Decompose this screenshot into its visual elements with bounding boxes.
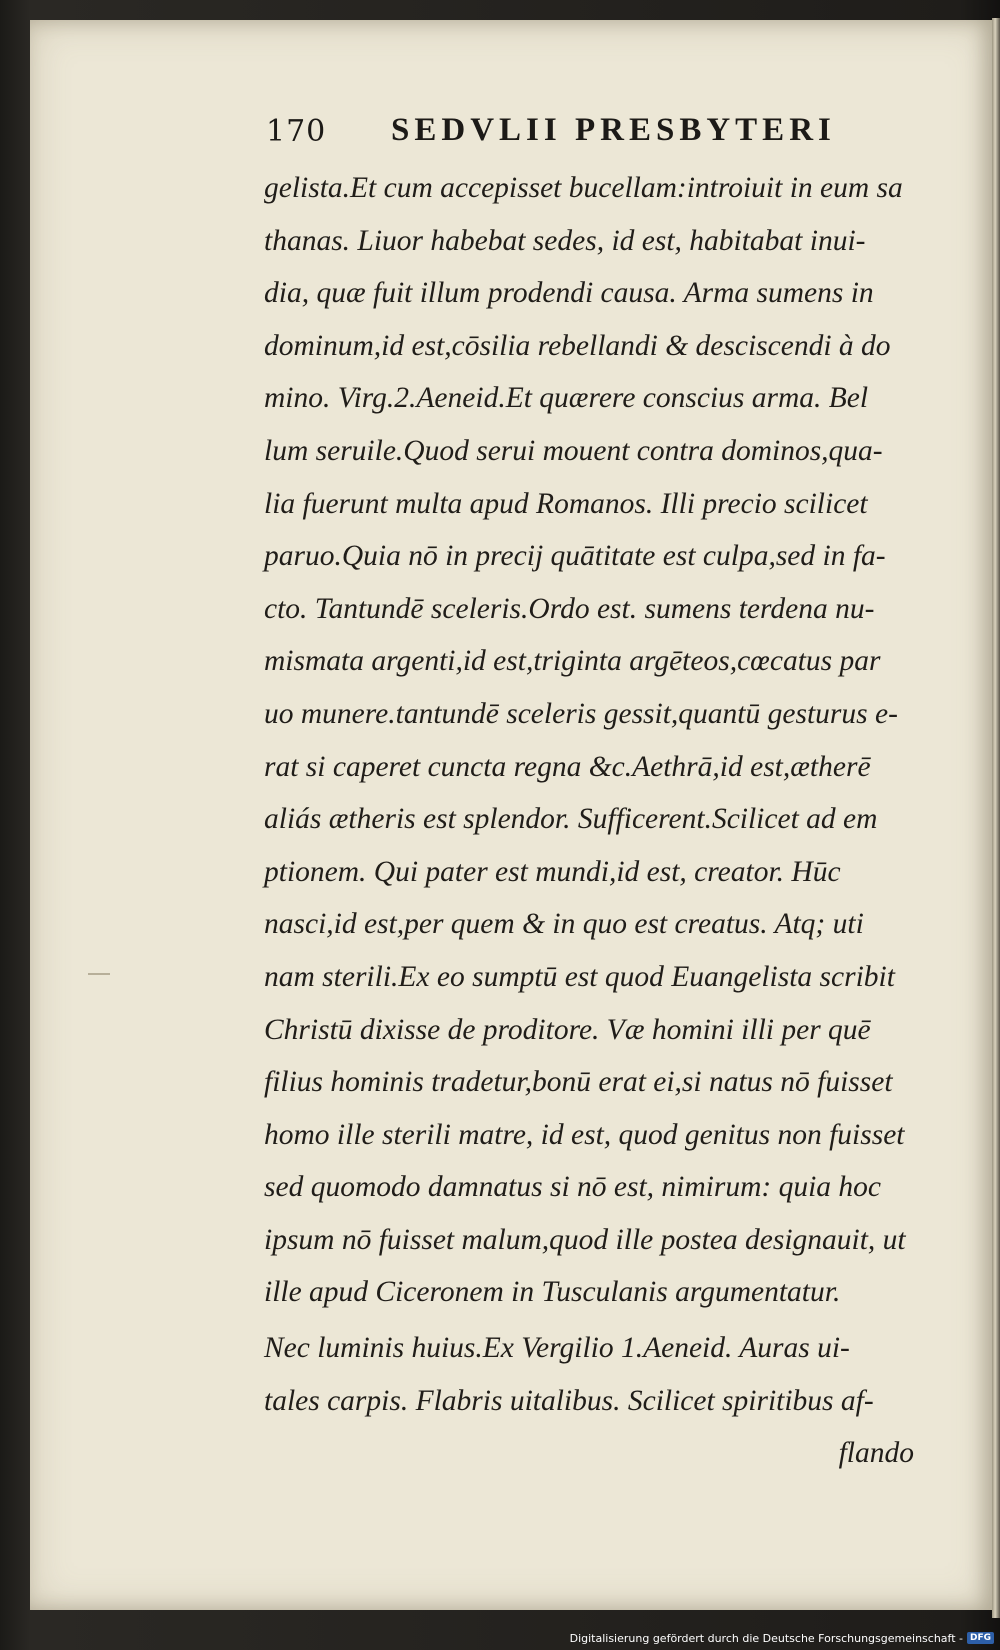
text-line: gelista.Et cum accepisset bucellam:introiuit in eum sa (264, 172, 903, 204)
paragraph-1 (264, 162, 914, 1319)
page-number: 170 (266, 114, 327, 149)
text-line: ptionem. Qui pater est mundi,id est, creator. Hūc (264, 855, 841, 888)
text-line: nam sterili.Ex eo sumptū est quod Euangelista scribit (264, 960, 895, 993)
text-line: uo munere.tantundē sceleris gessit,quantū gesturus e- (264, 697, 898, 730)
text-line: ille apud Ciceronem in Tusculanis argumentatur. (264, 1276, 841, 1309)
text-line: homo ille sterili matre, id est, quod genitus non fuisset (264, 1118, 905, 1151)
text-line: Nec luminis huius.Ex Vergilio 1.Aeneid. Auras ui- (264, 1332, 850, 1365)
text-line: aliás ætheris est splendor. Sufficerent.Scilicet ad em (264, 803, 878, 836)
page-edge (992, 18, 1000, 1618)
text-line: dia, quæ fuit illum prodendi causa. Arma sumens in (264, 277, 874, 310)
funding-credit-text: Digitalisierung gefördert durch die Deutsche Forschungsgemeinschaft - (569, 1631, 963, 1645)
page-header (266, 108, 886, 152)
text-line: nasci,id est,per quem & in quo est creatus. Atq; uti (264, 908, 864, 941)
text-line: tales carpis. Flabris uitalibus. Scilicet spiritibus af- (264, 1384, 874, 1417)
text-line: lum seruile.Quod serui mouent contra dominos,qua- (264, 434, 883, 467)
text-line: rat si caperet cuncta regna &c.Aethrā,id est,ætherē (264, 750, 871, 783)
text-line: lia fuerunt multa apud Romanos. Illi precio scilicet (264, 487, 868, 520)
text-line: ipsum nō fuisset malum,quod ille postea designauit, ut (264, 1223, 906, 1256)
text-line: Christū dixisse de proditore. Væ homini illi per quē (264, 1013, 871, 1046)
text-line: mismata argenti,id est,triginta argēteos,cœcatus par (264, 645, 881, 678)
paragraph-2 (264, 1322, 914, 1427)
text-line: filius hominis tradetur,bonū erat ei,si natus nō fuisset (264, 1066, 893, 1099)
margin-mark (88, 973, 110, 975)
footer-credit (570, 1630, 994, 1646)
text-line: cto. Tantundē sceleris.Ordo est. sumens terdena nu- (264, 592, 875, 625)
text-line: thanas. Liuor habebat sedes, id est, habitabat inui- (264, 224, 866, 257)
text-line: mino. Virg.2.Aeneid.Et quærere conscius arma. Bel (264, 382, 869, 415)
body-text (264, 162, 914, 1480)
catchword: flando (838, 1437, 914, 1470)
text-line: paruo.Quia nō in precij quātitate est culpa,sed in fa- (264, 540, 886, 573)
dfg-logo: DFG (967, 1632, 994, 1644)
text-line: sed quomodo damnatus si nō est, nimirum: quia hoc (264, 1171, 882, 1204)
running-title: SEDVLII PRESBYTERI (391, 112, 836, 148)
text-line: dominum,id est,cōsilia rebellandi & desciscendi à do (264, 329, 891, 362)
